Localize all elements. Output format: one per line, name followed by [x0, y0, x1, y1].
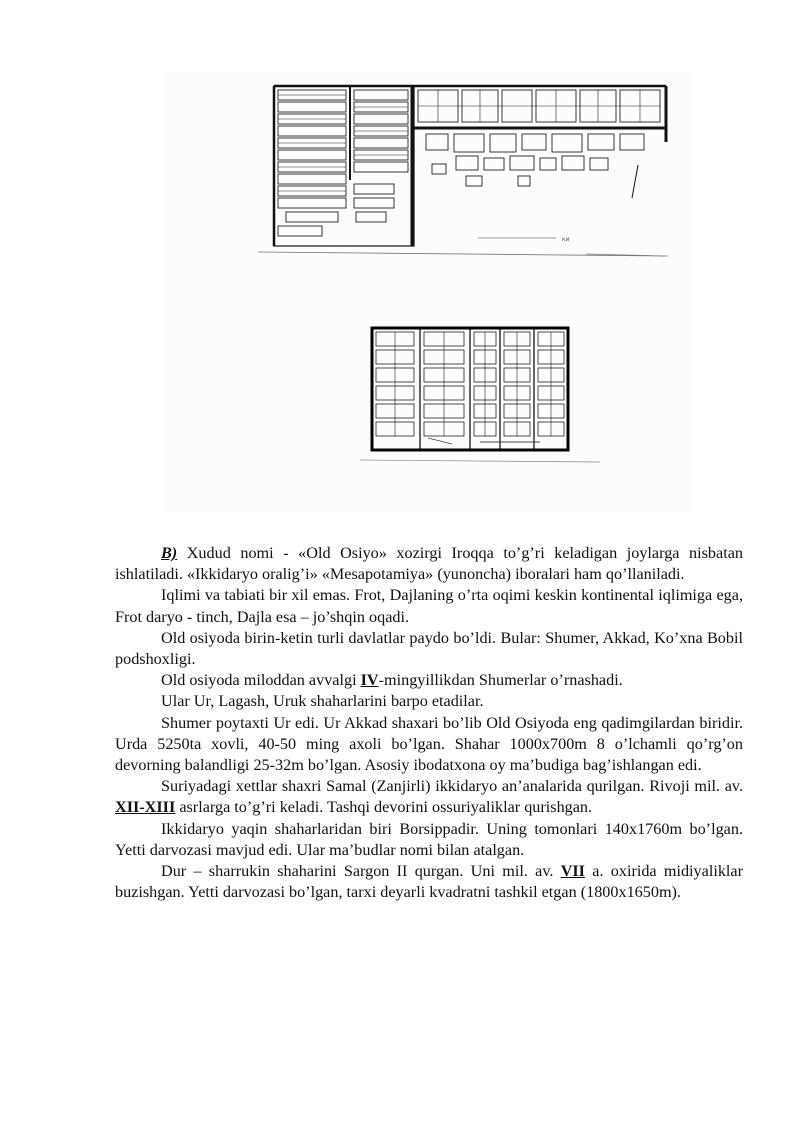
section-label: B)	[161, 544, 178, 562]
scale-label: ки	[562, 236, 570, 243]
paragraph: Ikkidaryo yaqin shaharlaridan biri Borsippadir. Uning tomonlari 140x1760m bo’lgan. Yetti darvozasi mavjud edi. Ular ma’budlar nomi bilan atalgan.	[115, 819, 743, 859]
paragraph-text: asrlarga to’g’ri keladi. Tashqi devorini ossuriyaliklar qurishgan.	[175, 798, 593, 817]
paragraph-text: a. oxirida midiyaliklar buzishgan. Yetti darvozasi bo’lgan, tarxi deyarli kvadratni tashkil etgan (1800x1650m).	[115, 862, 743, 902]
highlighted-numeral: IV	[360, 671, 379, 690]
paragraph-text: -mingyillikdan Shumerlar o’rnashadi.	[378, 671, 623, 690]
paragraph-text: Old osiyoda miloddan avvalgi	[161, 671, 361, 690]
city-plan-top	[256, 80, 676, 270]
city-plan-bottom	[360, 322, 604, 482]
highlighted-numeral: XII-XIII	[115, 798, 176, 817]
highlighted-numeral: VII	[560, 862, 585, 881]
paragraph	[115, 861, 743, 903]
paragraph: Shumer poytaxti Ur edi. Ur Akkad shaxari bo’lib Old Osiyoda eng qadimgilardan biridir. Urda 5250ta xovli, 40-50 ming axoli bo’lgan. Shahar 1000x700m 8 o’lchamli qo’rg’on devorning balandligi 25-32m bo’lgan. Asosiy ibodatxona oy ma’budiga bag’ishlangan edi.	[115, 713, 743, 775]
paragraph: Old osiyoda birin-ketin turli davlatlar paydo bo’ldi. Bular: Shumer, Akkad, Ko’xna Bobil podshoxligi.	[115, 628, 743, 669]
body-text	[115, 543, 743, 903]
paragraph: Ular Ur, Lagash, Uruk shaharlarini barpo etadilar.	[161, 692, 484, 711]
paragraph	[115, 776, 743, 818]
paragraph	[115, 670, 743, 691]
paragraph-text: Dur – sharrukin shaharini Sargon II qurgan. Uni mil. av.	[161, 862, 561, 881]
paragraph	[115, 543, 743, 585]
city-plans-figure	[164, 72, 692, 512]
paragraph-text: Suriyadagi xettlar shaxri Samal (Zanjirli) ikkidaryo an’analarida qurilgan. Rivoji mil. av.	[161, 777, 743, 796]
paragraph-text: Xudud nomi - «Old Osiyo» xozirgi Iroqqa to’g’ri keladigan joylarga nisbatan ishlatiladi. «Ikkidaryo oralig’i» «Mesapotamiya» (yunoncha) iboralari ham qo’llaniladi.	[115, 544, 743, 584]
paragraph: Iqlimi va tabiati bir xil emas. Frot, Dajlaning o’rta oqimi keskin kontinental iqlimiga ega, Frot daryo - tinch, Dajla esa – jo’shqin oqadi.	[115, 586, 743, 626]
